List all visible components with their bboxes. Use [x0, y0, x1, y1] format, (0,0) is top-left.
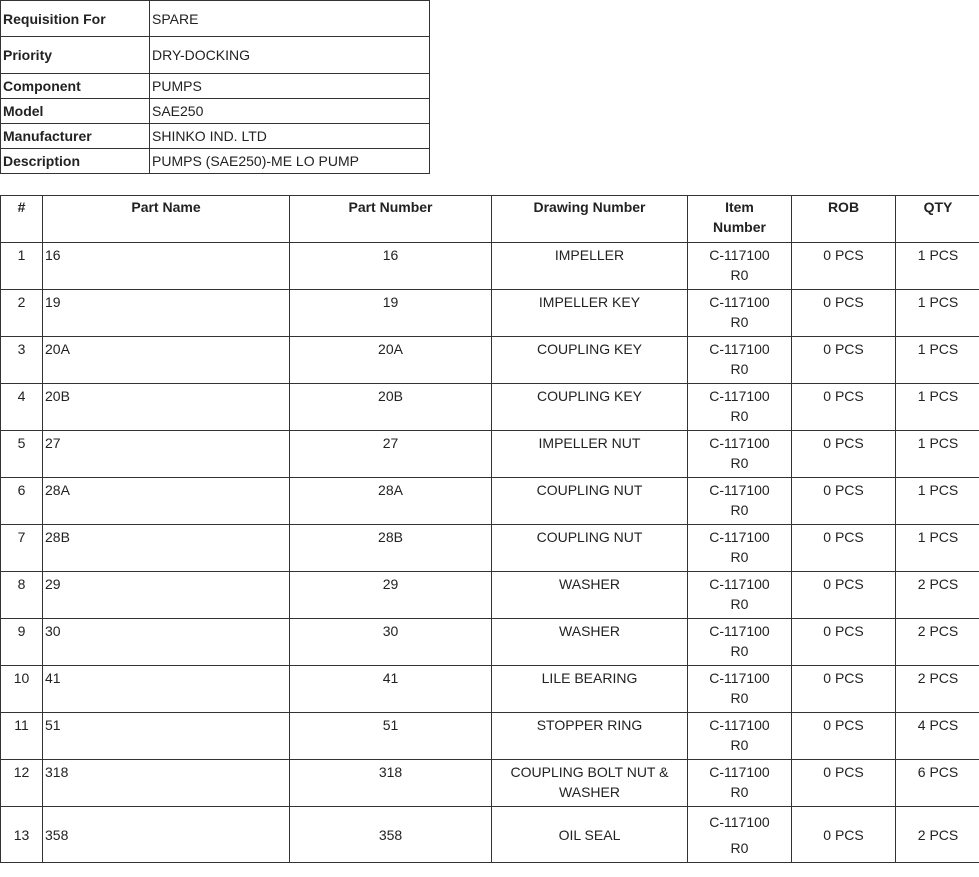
cell-qty: 1 PCS: [896, 525, 979, 572]
cell-item-number: C-117100R0: [688, 431, 792, 478]
cell-item-number: C-117100R0: [688, 384, 792, 431]
cell-part-name: 16: [43, 243, 290, 290]
cell-part-name: 51: [43, 713, 290, 760]
parts-header-row: [1, 196, 979, 243]
column-header-rob: ROB: [792, 196, 896, 243]
cell-index: 12: [1, 760, 43, 807]
cell-item-number: C-117100R0: [688, 525, 792, 572]
cell-rob: 0 PCS: [792, 384, 896, 431]
cell-qty: 4 PCS: [896, 713, 979, 760]
column-header-drawing-number: Drawing Number: [492, 196, 688, 243]
table-row: [1, 713, 979, 760]
cell-part-number: 19: [290, 290, 492, 337]
cell-qty: 2 PCS: [896, 807, 979, 863]
cell-drawing-number: OIL SEAL: [492, 807, 688, 863]
cell-index: 7: [1, 525, 43, 572]
table-row: [1, 619, 979, 666]
cell-item-number: C-117100R0: [688, 290, 792, 337]
info-label: Component: [1, 74, 150, 99]
cell-rob: 0 PCS: [792, 337, 896, 384]
cell-index: 4: [1, 384, 43, 431]
cell-item-number: C-117100R0: [688, 666, 792, 713]
table-row: [1, 760, 979, 807]
cell-qty: 2 PCS: [896, 619, 979, 666]
cell-drawing-number: WASHER: [492, 619, 688, 666]
cell-item-number: C-117100R0: [688, 807, 792, 863]
cell-rob: 0 PCS: [792, 243, 896, 290]
info-value: DRY-DOCKING: [150, 37, 430, 74]
cell-drawing-number: COUPLING KEY: [492, 337, 688, 384]
table-row: [1, 478, 979, 525]
cell-drawing-number: LILE BEARING: [492, 666, 688, 713]
cell-part-number: 16: [290, 243, 492, 290]
info-row-priority: [1, 37, 430, 74]
cell-part-number: 358: [290, 807, 492, 863]
cell-item-number: C-117100R0: [688, 572, 792, 619]
cell-part-number: 41: [290, 666, 492, 713]
cell-part-number: 20A: [290, 337, 492, 384]
table-row: [1, 525, 979, 572]
cell-part-name: 20B: [43, 384, 290, 431]
cell-qty: 1 PCS: [896, 431, 979, 478]
table-row: [1, 243, 979, 290]
cell-rob: 0 PCS: [792, 760, 896, 807]
requisition-info-table: [0, 0, 430, 174]
table-row: [1, 290, 979, 337]
cell-rob: 0 PCS: [792, 807, 896, 863]
info-row-requisition-for: [1, 1, 430, 37]
cell-part-number: 28B: [290, 525, 492, 572]
info-label: Priority: [1, 37, 150, 74]
info-value: SPARE: [150, 1, 430, 37]
cell-part-number: 27: [290, 431, 492, 478]
cell-index: 9: [1, 619, 43, 666]
cell-item-number: C-117100R0: [688, 760, 792, 807]
cell-drawing-number: COUPLING BOLT NUT & WASHER: [492, 760, 688, 807]
cell-part-number: 318: [290, 760, 492, 807]
info-row-model: [1, 99, 430, 124]
column-header-item-number: Item Number: [688, 196, 792, 243]
cell-index: 8: [1, 572, 43, 619]
cell-part-name: 28A: [43, 478, 290, 525]
cell-part-name: 27: [43, 431, 290, 478]
cell-index: 6: [1, 478, 43, 525]
cell-drawing-number: IMPELLER: [492, 243, 688, 290]
cell-qty: 1 PCS: [896, 290, 979, 337]
info-value: SAE250: [150, 99, 430, 124]
table-row: [1, 666, 979, 713]
cell-drawing-number: IMPELLER KEY: [492, 290, 688, 337]
column-header-part-number: Part Number: [290, 196, 492, 243]
column-header-index: #: [1, 196, 43, 243]
cell-index: 2: [1, 290, 43, 337]
cell-qty: 1 PCS: [896, 337, 979, 384]
table-row: [1, 572, 979, 619]
info-value: PUMPS (SAE250)-ME LO PUMP: [150, 149, 430, 174]
info-label: Requisition For: [1, 1, 150, 37]
cell-part-number: 29: [290, 572, 492, 619]
cell-part-number: 51: [290, 713, 492, 760]
cell-part-name: 20A: [43, 337, 290, 384]
info-row-component: [1, 74, 430, 99]
cell-rob: 0 PCS: [792, 290, 896, 337]
cell-rob: 0 PCS: [792, 713, 896, 760]
cell-index: 11: [1, 713, 43, 760]
cell-part-name: 28B: [43, 525, 290, 572]
column-header-qty: QTY: [896, 196, 979, 243]
cell-rob: 0 PCS: [792, 525, 896, 572]
cell-item-number: C-117100R0: [688, 713, 792, 760]
cell-part-name: 41: [43, 666, 290, 713]
info-row-description: [1, 149, 430, 174]
info-row-manufacturer: [1, 124, 430, 149]
cell-index: 3: [1, 337, 43, 384]
cell-part-number: 30: [290, 619, 492, 666]
cell-part-number: 28A: [290, 478, 492, 525]
cell-part-number: 20B: [290, 384, 492, 431]
cell-rob: 0 PCS: [792, 666, 896, 713]
cell-rob: 0 PCS: [792, 431, 896, 478]
table-row: [1, 431, 979, 478]
cell-part-name: 19: [43, 290, 290, 337]
info-value: PUMPS: [150, 74, 430, 99]
cell-qty: 1 PCS: [896, 243, 979, 290]
info-label: Manufacturer: [1, 124, 150, 149]
cell-index: 13: [1, 807, 43, 863]
cell-rob: 0 PCS: [792, 572, 896, 619]
cell-drawing-number: COUPLING NUT: [492, 525, 688, 572]
table-row: [1, 384, 979, 431]
cell-part-name: 30: [43, 619, 290, 666]
cell-item-number: C-117100R0: [688, 243, 792, 290]
cell-index: 5: [1, 431, 43, 478]
cell-drawing-number: COUPLING KEY: [492, 384, 688, 431]
cell-qty: 2 PCS: [896, 572, 979, 619]
table-row: [1, 807, 979, 863]
cell-drawing-number: COUPLING NUT: [492, 478, 688, 525]
cell-drawing-number: IMPELLER NUT: [492, 431, 688, 478]
cell-rob: 0 PCS: [792, 478, 896, 525]
cell-part-name: 318: [43, 760, 290, 807]
cell-part-name: 358: [43, 807, 290, 863]
column-header-part-name: Part Name: [43, 196, 290, 243]
cell-index: 1: [1, 243, 43, 290]
cell-part-name: 29: [43, 572, 290, 619]
cell-drawing-number: STOPPER RING: [492, 713, 688, 760]
cell-index: 10: [1, 666, 43, 713]
cell-item-number: C-117100R0: [688, 478, 792, 525]
info-label: Model: [1, 99, 150, 124]
cell-rob: 0 PCS: [792, 619, 896, 666]
cell-qty: 6 PCS: [896, 760, 979, 807]
cell-item-number: C-117100R0: [688, 619, 792, 666]
info-value: SHINKO IND. LTD: [150, 124, 430, 149]
cell-drawing-number: WASHER: [492, 572, 688, 619]
cell-qty: 2 PCS: [896, 666, 979, 713]
parts-table: [0, 195, 979, 863]
info-label: Description: [1, 149, 150, 174]
table-row: [1, 337, 979, 384]
cell-qty: 1 PCS: [896, 478, 979, 525]
cell-item-number: C-117100R0: [688, 337, 792, 384]
cell-qty: 1 PCS: [896, 384, 979, 431]
